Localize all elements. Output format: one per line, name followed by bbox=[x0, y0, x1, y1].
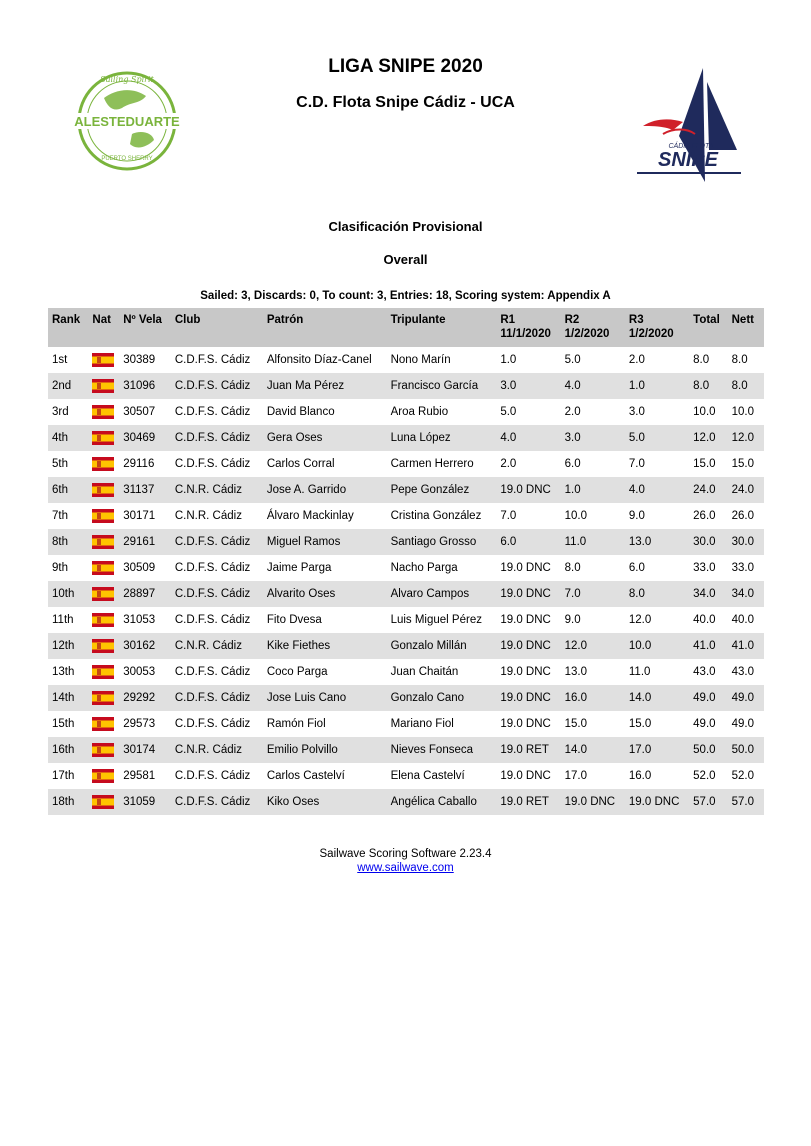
sail-cell: 31053 bbox=[123, 614, 156, 626]
spain-flag-icon bbox=[92, 457, 114, 471]
col-sail: Nº Vela bbox=[119, 308, 171, 347]
table-row bbox=[48, 685, 764, 711]
r3-cell: 17.0 bbox=[625, 737, 689, 763]
r3-cell: 4.0 bbox=[625, 477, 689, 503]
helm-cell: Jose A. Garrido bbox=[263, 477, 387, 503]
helm-cell: Miguel Ramos bbox=[263, 529, 387, 555]
r3-cell: 10.0 bbox=[625, 633, 689, 659]
club-cell: C.D.F.S. Cádiz bbox=[174, 718, 251, 730]
alesteduarte-logo bbox=[74, 68, 180, 174]
r1-cell: 4.0 bbox=[496, 425, 560, 451]
total-cell: 26.0 bbox=[693, 510, 716, 522]
sail-cell: 29161 bbox=[119, 529, 171, 555]
sail-cell: 30389 bbox=[123, 354, 156, 366]
spain-flag-icon bbox=[92, 405, 114, 419]
table-row bbox=[48, 763, 764, 789]
r3-cell: 14.0 bbox=[625, 685, 689, 711]
nett-cell: 34.0 bbox=[728, 581, 764, 607]
club-cell: C.D.F.S. Cádiz bbox=[171, 581, 263, 607]
helm-cell: Ramón Fiol bbox=[266, 718, 326, 730]
nett-cell: 43.0 bbox=[731, 666, 755, 678]
r2-cell: 3.0 bbox=[561, 425, 625, 451]
r2-cell: 10.0 bbox=[564, 510, 588, 522]
rank-cell: 5th bbox=[52, 458, 68, 470]
table-row bbox=[48, 737, 764, 763]
r3-cell: 9.0 bbox=[628, 510, 645, 522]
total-cell: 40.0 bbox=[693, 614, 716, 626]
club-cell: C.D.F.S. Cádiz bbox=[174, 666, 251, 678]
club-cell: C.D.F.S. Cádiz bbox=[174, 562, 251, 574]
crew-cell: Gonzalo Cano bbox=[387, 685, 497, 711]
sail-cell: 31096 bbox=[119, 373, 171, 399]
crew-cell: Francisco García bbox=[387, 373, 497, 399]
spain-flag-icon bbox=[92, 717, 114, 731]
club-cell: C.N.R. Cádiz bbox=[174, 510, 242, 522]
r3-cell: 13.0 bbox=[625, 529, 689, 555]
helm-cell: Jaime Parga bbox=[266, 562, 332, 574]
spain-flag-icon bbox=[92, 535, 114, 549]
sailwave-link[interactable]: www.sailwave.com bbox=[357, 862, 454, 874]
rank-cell: 4th bbox=[48, 425, 88, 451]
r2-cell: 15.0 bbox=[564, 718, 588, 730]
nat-cell bbox=[88, 711, 119, 737]
nett-cell: 30.0 bbox=[728, 529, 764, 555]
crew-cell: Aroa Rubio bbox=[390, 406, 449, 418]
helm-cell: Gera Oses bbox=[263, 425, 387, 451]
crew-cell: Cristina González bbox=[390, 510, 482, 522]
page-title: LIGA SNIPE 2020 bbox=[328, 56, 483, 77]
r1-cell: 19.0 DNC bbox=[496, 633, 560, 659]
r1-cell: 19.0 DNC bbox=[500, 562, 551, 574]
nat-cell bbox=[88, 659, 119, 685]
rank-cell: 3rd bbox=[52, 406, 69, 418]
r1-cell: 19.0 DNC bbox=[500, 770, 551, 782]
crew-cell: Luis Miguel Pérez bbox=[390, 614, 482, 626]
col-helm: Patrón bbox=[263, 308, 387, 347]
sail-cell: 31059 bbox=[119, 789, 171, 815]
results-body bbox=[48, 347, 764, 815]
spain-flag-icon bbox=[92, 665, 114, 679]
nett-cell: 8.0 bbox=[728, 373, 764, 399]
r1-cell: 6.0 bbox=[496, 529, 560, 555]
club-cell: C.D.F.S. Cádiz bbox=[174, 458, 251, 470]
sail-cell: 30171 bbox=[123, 510, 156, 522]
helm-cell: Kiko Oses bbox=[263, 789, 387, 815]
helm-cell: Kike Fiethes bbox=[263, 633, 387, 659]
sail-cell: 30174 bbox=[119, 737, 171, 763]
club-cell: C.D.F.S. Cádiz bbox=[171, 373, 263, 399]
series-summary: Sailed: 3, Discards: 0, To count: 3, Entries: 18, Scoring system: Appendix A bbox=[200, 290, 611, 302]
crew-cell: Nacho Parga bbox=[390, 562, 458, 574]
total-cell: 30.0 bbox=[689, 529, 727, 555]
table-row bbox=[48, 399, 764, 425]
r2-cell: 12.0 bbox=[561, 633, 625, 659]
spain-flag-icon bbox=[92, 639, 114, 653]
nett-cell: 24.0 bbox=[728, 477, 764, 503]
club-cell: C.N.R. Cádiz bbox=[171, 737, 263, 763]
sail-cell: 30053 bbox=[123, 666, 156, 678]
r2-cell: 9.0 bbox=[564, 614, 581, 626]
col-r3: R3 1/2/2020 bbox=[625, 308, 689, 347]
sail-cell: 29292 bbox=[119, 685, 171, 711]
nat-cell bbox=[88, 503, 119, 529]
spain-flag-icon bbox=[92, 379, 114, 393]
spain-flag-icon bbox=[92, 795, 114, 809]
group-title: Overall bbox=[383, 252, 428, 267]
r3-cell: 1.0 bbox=[625, 373, 689, 399]
r2-cell: 1.0 bbox=[561, 477, 625, 503]
club-cell: C.N.R. Cádiz bbox=[171, 633, 263, 659]
spain-flag-icon bbox=[92, 769, 114, 783]
r1-cell: 3.0 bbox=[496, 373, 560, 399]
sail-cell: 30507 bbox=[123, 406, 156, 418]
rank-cell: 14th bbox=[48, 685, 88, 711]
spain-flag-icon bbox=[92, 509, 114, 523]
r3-cell: 7.0 bbox=[628, 458, 645, 470]
col-nett: Nett bbox=[728, 308, 764, 347]
nat-cell bbox=[88, 347, 119, 373]
club-cell: C.D.F.S. Cádiz bbox=[174, 614, 251, 626]
nat-cell bbox=[88, 451, 119, 477]
sail-cell: 31137 bbox=[119, 477, 171, 503]
r1-cell: 19.0 RET bbox=[496, 737, 560, 763]
results-table bbox=[48, 308, 764, 815]
club-cell: C.D.F.S. Cádiz bbox=[174, 770, 251, 782]
crew-cell: Pepe González bbox=[387, 477, 497, 503]
nat-cell bbox=[88, 425, 119, 451]
r2-cell: 2.0 bbox=[564, 406, 581, 418]
logo-left-main-text: ALESTEDUARTE bbox=[74, 114, 180, 129]
nat-cell bbox=[88, 789, 119, 815]
total-cell: 49.0 bbox=[689, 685, 727, 711]
crew-cell: Nieves Fonseca bbox=[387, 737, 497, 763]
r1-cell: 19.0 DNC bbox=[500, 666, 551, 678]
r3-cell: 11.0 bbox=[628, 666, 651, 678]
rank-cell: 13th bbox=[52, 666, 75, 678]
r3-cell: 3.0 bbox=[628, 406, 645, 418]
col-club: Club bbox=[171, 308, 263, 347]
r1-cell: 2.0 bbox=[500, 458, 517, 470]
r1-cell: 19.0 DNC bbox=[496, 685, 560, 711]
col-nat: Nat bbox=[88, 308, 119, 347]
nett-cell: 41.0 bbox=[728, 633, 764, 659]
total-cell: 52.0 bbox=[693, 770, 716, 782]
nett-cell: 8.0 bbox=[731, 354, 748, 366]
r2-cell: 4.0 bbox=[561, 373, 625, 399]
r3-cell: 6.0 bbox=[628, 562, 645, 574]
r2-cell: 17.0 bbox=[564, 770, 588, 782]
crew-cell: Angélica Caballo bbox=[387, 789, 497, 815]
sail-cell: 30509 bbox=[123, 562, 156, 574]
spain-flag-icon bbox=[92, 613, 114, 627]
total-cell: 10.0 bbox=[693, 406, 716, 418]
r2-cell: 16.0 bbox=[561, 685, 625, 711]
nett-cell: 15.0 bbox=[731, 458, 755, 470]
sail-cell: 29116 bbox=[123, 458, 155, 470]
helm-cell: Alvarito Oses bbox=[263, 581, 387, 607]
spain-flag-icon bbox=[92, 743, 114, 757]
col-total: Total bbox=[689, 308, 727, 347]
r2-cell: 5.0 bbox=[564, 354, 581, 366]
total-cell: 50.0 bbox=[689, 737, 727, 763]
r1-cell: 19.0 DNC bbox=[496, 477, 560, 503]
nett-cell: 49.0 bbox=[728, 685, 764, 711]
table-row bbox=[48, 373, 764, 399]
col-rank: Rank bbox=[48, 308, 88, 347]
rank-cell: 11th bbox=[52, 614, 74, 626]
table-row bbox=[48, 477, 764, 503]
r2-cell: 8.0 bbox=[564, 562, 581, 574]
total-cell: 8.0 bbox=[689, 373, 727, 399]
table-header-row bbox=[48, 308, 764, 347]
crew-cell: Nono Marín bbox=[390, 354, 451, 366]
total-cell: 24.0 bbox=[689, 477, 727, 503]
rank-cell: 2nd bbox=[48, 373, 88, 399]
nett-cell: 10.0 bbox=[731, 406, 755, 418]
r1-cell: 1.0 bbox=[500, 354, 517, 366]
rank-cell: 9th bbox=[52, 562, 68, 574]
nat-cell bbox=[88, 477, 119, 503]
helm-cell: Juan Ma Pérez bbox=[263, 373, 387, 399]
crew-cell: Gonzalo Millán bbox=[387, 633, 497, 659]
r2-cell: 14.0 bbox=[561, 737, 625, 763]
total-cell: 49.0 bbox=[693, 718, 716, 730]
spain-flag-icon bbox=[92, 431, 114, 445]
table-row bbox=[48, 659, 764, 685]
rank-cell: 12th bbox=[48, 633, 88, 659]
total-cell: 15.0 bbox=[693, 458, 716, 470]
helm-cell: Carlos Castelví bbox=[266, 770, 345, 782]
crew-cell: Elena Castelví bbox=[390, 770, 465, 782]
nat-cell bbox=[88, 581, 119, 607]
r3-cell: 19.0 DNC bbox=[625, 789, 689, 815]
total-cell: 8.0 bbox=[693, 354, 710, 366]
nett-cell: 26.0 bbox=[731, 510, 755, 522]
crew-cell: Luna López bbox=[387, 425, 497, 451]
sail-cell: 28897 bbox=[119, 581, 171, 607]
nett-cell: 12.0 bbox=[728, 425, 764, 451]
table-row bbox=[48, 451, 764, 477]
helm-cell: Álvaro Mackinlay bbox=[266, 510, 354, 522]
club-cell: C.D.F.S. Cádiz bbox=[174, 406, 251, 418]
logo-right-small-text: CÁDIZ FLOTA bbox=[668, 143, 714, 150]
rank-cell: 1st bbox=[52, 354, 68, 366]
nat-cell bbox=[88, 633, 119, 659]
col-r1: R1 11/1/2020 bbox=[496, 308, 560, 347]
helm-cell: Alfonsito Díaz-Canel bbox=[266, 354, 372, 366]
club-cell: C.D.F.S. Cádiz bbox=[174, 354, 251, 366]
table-row bbox=[48, 503, 764, 529]
nett-cell: 52.0 bbox=[731, 770, 755, 782]
helm-cell: Carlos Corral bbox=[266, 458, 335, 470]
crew-cell: Santiago Grosso bbox=[387, 529, 497, 555]
rank-cell: 18th bbox=[48, 789, 88, 815]
club-cell: C.N.R. Cádiz bbox=[171, 477, 263, 503]
spain-flag-icon bbox=[92, 561, 114, 575]
r2-cell: 7.0 bbox=[561, 581, 625, 607]
nat-cell bbox=[88, 399, 119, 425]
helm-cell: Emilio Polvillo bbox=[263, 737, 387, 763]
total-cell: 41.0 bbox=[689, 633, 727, 659]
rank-cell: 6th bbox=[48, 477, 88, 503]
table-row bbox=[48, 711, 764, 737]
r1-cell: 19.0 DNC bbox=[500, 614, 551, 626]
crew-cell: Juan Chaitán bbox=[390, 666, 459, 678]
r3-cell: 12.0 bbox=[628, 614, 652, 626]
spain-flag-icon bbox=[92, 483, 114, 497]
table-row bbox=[48, 789, 764, 815]
nett-cell: 33.0 bbox=[731, 562, 755, 574]
sail-cell: 30469 bbox=[119, 425, 171, 451]
sail-cell: 29573 bbox=[123, 718, 156, 730]
nett-cell: 40.0 bbox=[731, 614, 755, 626]
logo-left-bottom-text: PUERTO SHERRY bbox=[101, 156, 153, 162]
r2-cell: 13.0 bbox=[564, 666, 588, 678]
crew-cell: Alvaro Campos bbox=[387, 581, 497, 607]
r3-cell: 5.0 bbox=[625, 425, 689, 451]
r3-cell: 16.0 bbox=[628, 770, 652, 782]
crew-cell: Carmen Herrero bbox=[390, 458, 474, 470]
rank-cell: 15th bbox=[52, 718, 75, 730]
rank-cell: 16th bbox=[48, 737, 88, 763]
logo-right-main-text: SNIPE bbox=[657, 149, 719, 171]
club-name: C.D. Flota Snipe Cádiz - UCA bbox=[296, 94, 515, 111]
r2-cell: 19.0 DNC bbox=[561, 789, 625, 815]
nat-cell bbox=[88, 763, 119, 789]
total-cell: 57.0 bbox=[689, 789, 727, 815]
nat-cell bbox=[88, 373, 119, 399]
total-cell: 33.0 bbox=[693, 562, 716, 574]
total-cell: 12.0 bbox=[689, 425, 727, 451]
r1-cell: 19.0 RET bbox=[496, 789, 560, 815]
table-row bbox=[48, 607, 764, 633]
helm-cell: Coco Parga bbox=[266, 666, 328, 678]
nett-cell: 49.0 bbox=[731, 718, 755, 730]
club-cell: C.D.F.S. Cádiz bbox=[171, 789, 263, 815]
spain-flag-icon bbox=[92, 353, 114, 367]
helm-cell: David Blanco bbox=[266, 406, 335, 418]
table-row bbox=[48, 581, 764, 607]
rank-cell: 17th bbox=[52, 770, 75, 782]
table-row bbox=[48, 555, 764, 581]
r1-cell: 19.0 DNC bbox=[500, 718, 551, 730]
table-row bbox=[48, 529, 764, 555]
total-cell: 43.0 bbox=[693, 666, 716, 678]
nett-cell: 57.0 bbox=[728, 789, 764, 815]
col-r2: R2 1/2/2020 bbox=[561, 308, 625, 347]
club-cell: C.D.F.S. Cádiz bbox=[171, 425, 263, 451]
nat-cell bbox=[88, 607, 119, 633]
table-row bbox=[48, 633, 764, 659]
r1-cell: 19.0 DNC bbox=[496, 581, 560, 607]
r2-cell: 6.0 bbox=[564, 458, 581, 470]
software-credit: Sailwave Scoring Software 2.23.4 bbox=[319, 848, 492, 860]
r1-cell: 7.0 bbox=[500, 510, 517, 522]
club-cell: C.D.F.S. Cádiz bbox=[171, 685, 263, 711]
total-cell: 34.0 bbox=[689, 581, 727, 607]
table-row bbox=[48, 425, 764, 451]
r3-cell: 15.0 bbox=[628, 718, 652, 730]
helm-cell: Jose Luis Cano bbox=[263, 685, 387, 711]
logo-left-top-text: Sailing Spirit bbox=[100, 75, 154, 84]
r2-cell: 11.0 bbox=[561, 529, 625, 555]
spain-flag-icon bbox=[92, 691, 114, 705]
nat-cell bbox=[88, 529, 119, 555]
r3-cell: 2.0 bbox=[628, 354, 645, 366]
nat-cell bbox=[88, 685, 119, 711]
table-row bbox=[48, 347, 764, 373]
spain-flag-icon bbox=[92, 587, 114, 601]
rank-cell: 8th bbox=[48, 529, 88, 555]
club-cell: C.D.F.S. Cádiz bbox=[171, 529, 263, 555]
rank-cell: 7th bbox=[52, 510, 68, 522]
helm-cell: Fito Dvesa bbox=[266, 614, 322, 626]
r3-cell: 8.0 bbox=[625, 581, 689, 607]
r1-cell: 5.0 bbox=[500, 406, 517, 418]
cadiz-flota-snipe-logo bbox=[633, 64, 743, 188]
nett-cell: 50.0 bbox=[728, 737, 764, 763]
crew-cell: Mariano Fiol bbox=[390, 718, 454, 730]
rank-cell: 10th bbox=[48, 581, 88, 607]
sail-cell: 30162 bbox=[119, 633, 171, 659]
nat-cell bbox=[88, 737, 119, 763]
nat-cell bbox=[88, 555, 119, 581]
col-crew: Tripulante bbox=[387, 308, 497, 347]
classification-title: Clasificación Provisional bbox=[328, 219, 483, 234]
sail-cell: 29581 bbox=[123, 770, 156, 782]
